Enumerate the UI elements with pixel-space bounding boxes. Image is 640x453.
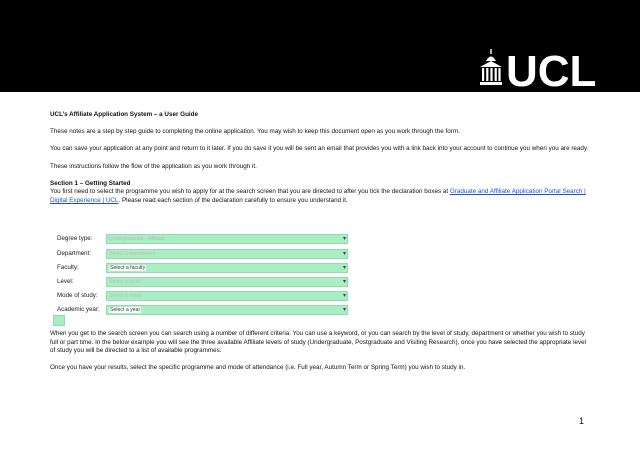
form-row-mode-of-study	[52, 291, 346, 301]
department-label: Department:	[57, 250, 92, 257]
level-select[interactable]: Select a level ▾	[106, 277, 348, 287]
department-select[interactable]: Select a department ▾	[106, 249, 348, 259]
faculty-select[interactable]: Select a faculty ▾	[106, 263, 348, 273]
form-row-faculty	[52, 263, 346, 273]
chevron-down-icon: ▾	[342, 236, 346, 242]
level-label: Level:	[57, 278, 74, 285]
chevron-down-icon: ▾	[342, 279, 346, 285]
portal-search-link[interactable]: Graduate and Affiliate Application Portal Search | Digital Experience | UCL	[50, 188, 586, 204]
results-paragraph: Once you have your results, select the specific programme and mode of attendance (i.e. Full year, Autumn Term or Spring Term) you wish to study in.	[50, 364, 466, 372]
form-row-academic-year	[52, 305, 346, 315]
ucl-logo	[478, 48, 624, 88]
ucl-wordmark: UCL	[506, 48, 597, 88]
page-number: 1	[579, 416, 585, 426]
form-row-department	[52, 249, 346, 259]
section1-paragraph	[50, 188, 590, 205]
document-body	[50, 111, 590, 214]
chevron-down-icon: ▾	[342, 251, 346, 257]
header-banner	[0, 0, 640, 92]
degree-type-label: Degree type:	[57, 235, 93, 242]
portico-icon	[480, 49, 502, 85]
section1-text-end: . Please read each section of the declaration carefully to ensure you understand it.	[118, 196, 348, 204]
form-row-level	[52, 277, 346, 287]
academic-year-select[interactable]: Select a year ▾	[106, 305, 348, 315]
document-body-lower	[50, 330, 590, 382]
section-heading: Section 1 – Getting Started	[50, 179, 131, 187]
form-row-degree-type	[52, 234, 346, 244]
mode-of-study-select[interactable]: Select a mode ▾	[106, 291, 348, 301]
degree-type-select[interactable]: Undergraduate - Affiliate ▾	[106, 234, 348, 244]
academic-year-label: Academic year:	[57, 306, 100, 313]
search-criteria-paragraph: When you get to the search screen you can search using a number of different criteria. You can use a keyword, or you can search by the level of study, department or whether you wish to study full or part time. In the below example you will see the three available Affiliate levels of study (Undergraduate, Postgraduate and Visiting Research), once you have selected the appropriate level of study you will be directed to a list of available programmes.	[50, 330, 587, 355]
section1-text: You first need to select the programme you wish to apply for at the search screen that you are directed to after you tick the declaration boxes at	[50, 188, 450, 196]
save-paragraph: You can save your application at any point and return to it later. If you do save it you will be sent an email that provides you with a link back into your account to continue you when you are ready.	[50, 145, 589, 153]
search-button[interactable]	[53, 315, 65, 326]
chevron-down-icon: ▾	[342, 293, 346, 299]
chevron-down-icon: ▾	[342, 265, 346, 271]
search-form	[52, 232, 346, 326]
flow-paragraph: These instructions follow the flow of the application as you work through it.	[50, 162, 257, 170]
mode-of-study-label: Mode of study:	[57, 292, 98, 299]
faculty-label: Faculty:	[57, 264, 79, 271]
intro-paragraph: These notes are a step by step guide to completing the online application. You may wish to keep this document open as you work through the form.	[50, 128, 460, 136]
document-title: UCL’s Affiliate Application System – a User Guide	[50, 111, 199, 118]
chevron-down-icon: ▾	[342, 307, 346, 313]
